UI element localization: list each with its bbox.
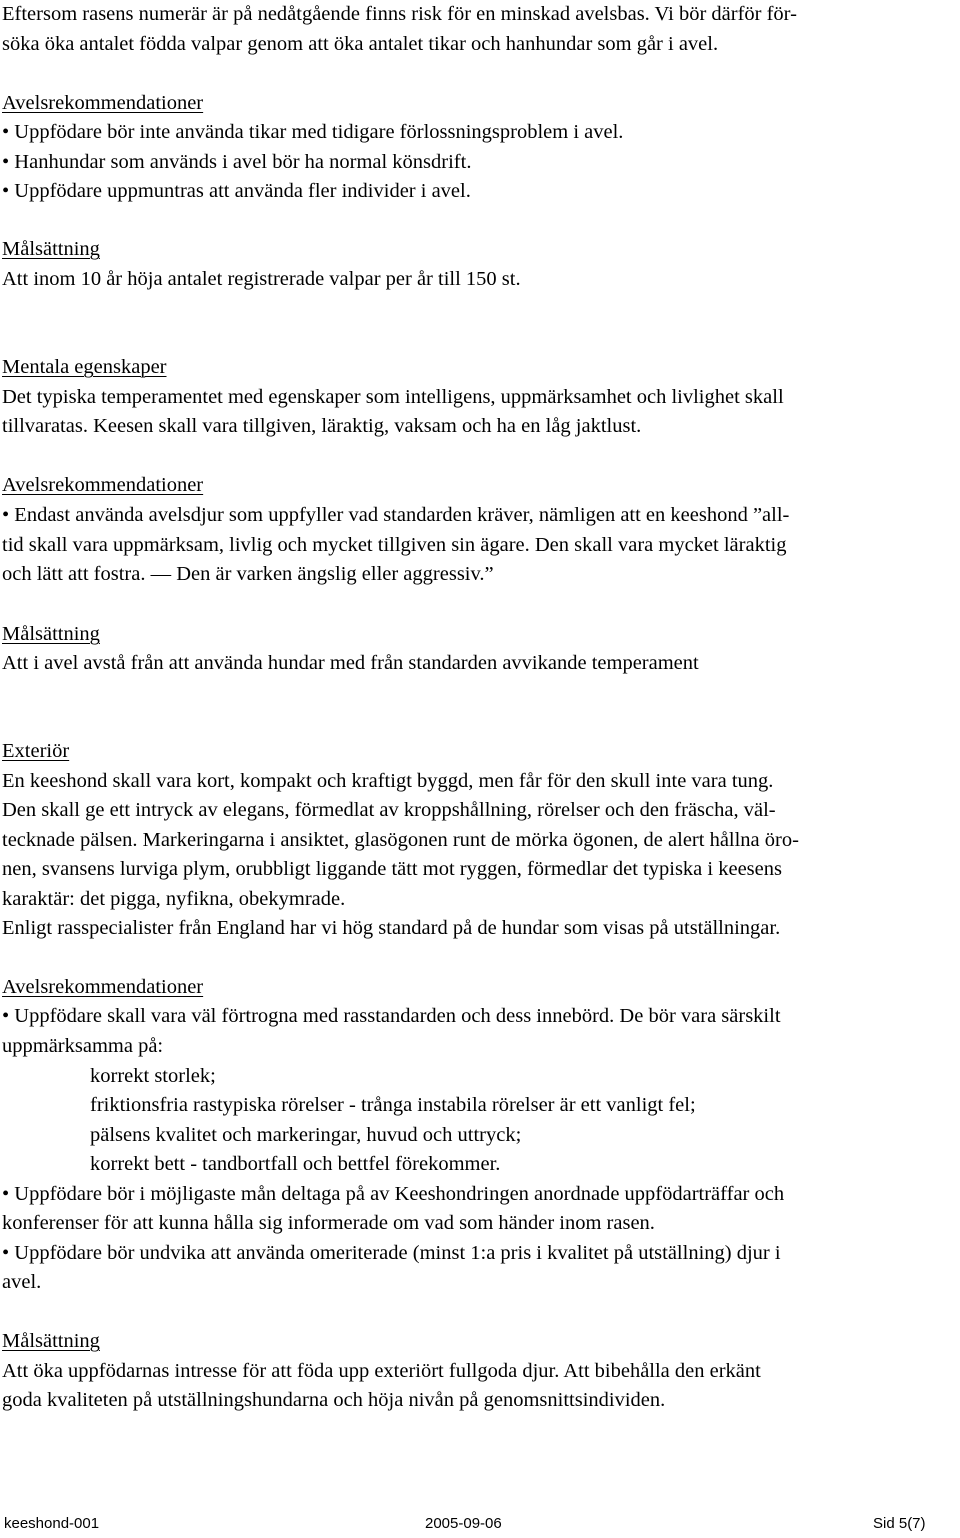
paragraph-line: tid skall vara uppmärksam, livlig och mycket tillgiven sin ägare. Den skall vara mycket läraktig	[2, 534, 787, 556]
section-title: Exteriör	[2, 740, 70, 762]
indented-item: friktionsfria rastypiska rörelser - trånga instabila rörelser är ett vanligt fel;	[90, 1094, 696, 1116]
paragraph-line: uppmärksamma på:	[2, 1035, 164, 1057]
paragraph-line: Det typiska temperamentet med egenskaper som intelligens, uppmärksamhet och livlighet skall	[2, 386, 784, 408]
section-heading: Avelsrekommendationer	[2, 474, 204, 496]
bullet-item: • Uppfödare skall vara väl förtrogna med rasstandarden och dess innebörd. De bör vara särskilt	[2, 1005, 781, 1027]
paragraph-line: goda kvaliteten på utställningshundarna och höja nivån på genomsnittsindividen.	[2, 1389, 666, 1411]
bullet-item: • Uppfödare bör inte använda tikar med tidigare förlossningsproblem i avel.	[2, 121, 624, 143]
paragraph-line: nen, svansens lurviga plym, orubbligt liggande tätt mot ryggen, förmedlar det typiska i keesens	[2, 858, 782, 880]
footer-date: 2005-09-06	[425, 1515, 502, 1532]
section-title: Mentala egenskaper	[2, 356, 167, 378]
paragraph-line: söka öka antalet födda valpar genom att öka antalet tikar och hanhundar som går i avel.	[2, 33, 719, 55]
paragraph-line: En keeshond skall vara kort, kompakt och kraftigt byggd, men får för den skull inte vara tung.	[2, 770, 774, 792]
paragraph-line: tecknade pälsen. Markeringarna i ansiktet, glasögonen runt de mörka ögonen, de alert hållna öro-	[2, 829, 799, 851]
indented-item: korrekt storlek;	[90, 1065, 216, 1087]
indented-item: pälsens kvalitet och markeringar, huvud och uttryck;	[90, 1124, 522, 1146]
paragraph-line: och lätt att fostra. — Den är varken ängslig eller aggressiv.”	[2, 563, 494, 585]
paragraph-line: Enligt rasspecialister från England har vi hög standard på de hundar som visas på utställningar.	[2, 917, 781, 939]
bullet-item: • Uppfödare uppmuntras att använda fler individer i avel.	[2, 180, 471, 202]
section-heading: Målsättning	[2, 238, 100, 260]
section-heading: Målsättning	[2, 1330, 100, 1352]
bullet-item: • Uppfödare bör undvika att använda omeriterade (minst 1:a pris i kvalitet på utställning) djur i	[2, 1242, 781, 1264]
paragraph-line: Eftersom rasens numerär är på nedåtgående finns risk för en minskad avelsbas. Vi bör därför för-	[2, 3, 797, 25]
bullet-item: • Endast använda avelsdjur som uppfyller vad standarden kräver, nämligen att en keeshond ”all-	[2, 504, 790, 526]
footer-doc-id: keeshond-001	[4, 1515, 100, 1532]
footer-page-number: Sid 5(7)	[873, 1515, 926, 1532]
paragraph-line: Att i avel avstå från att använda hundar med från standarden avvikande temperament	[2, 652, 699, 674]
paragraph-line: Den skall ge ett intryck av elegans, förmedlat av kroppshållning, rörelser och den fräscha, väl-	[2, 799, 776, 821]
section-heading: Avelsrekommendationer	[2, 92, 204, 114]
paragraph-line: karaktär: det pigga, nyfikna, obekymrade.	[2, 888, 346, 910]
section-heading: Avelsrekommendationer	[2, 976, 204, 998]
paragraph-line: konferenser för att kunna hålla sig informerade om vad som händer inom rasen.	[2, 1212, 655, 1234]
paragraph-line: Att inom 10 år höja antalet registrerade valpar per år till 150 st.	[2, 268, 521, 290]
bullet-item: • Uppfödare bör i möjligaste mån deltaga på av Keeshondringen anordnade uppfödarträffar och	[2, 1183, 785, 1205]
paragraph-line: avel.	[2, 1271, 42, 1293]
indented-item: korrekt bett - tandbortfall och bettfel förekommer.	[90, 1153, 501, 1175]
bullet-item: • Hanhundar som används i avel bör ha normal könsdrift.	[2, 151, 472, 173]
paragraph-line: tillvaratas. Keesen skall vara tillgiven, läraktig, vaksam och ha en låg jaktlust.	[2, 415, 642, 437]
paragraph-line: Att öka uppfödarnas intresse för att föda upp exteriört fullgoda djur. Att bibehålla den erkänt	[2, 1360, 761, 1382]
section-heading: Målsättning	[2, 623, 100, 645]
